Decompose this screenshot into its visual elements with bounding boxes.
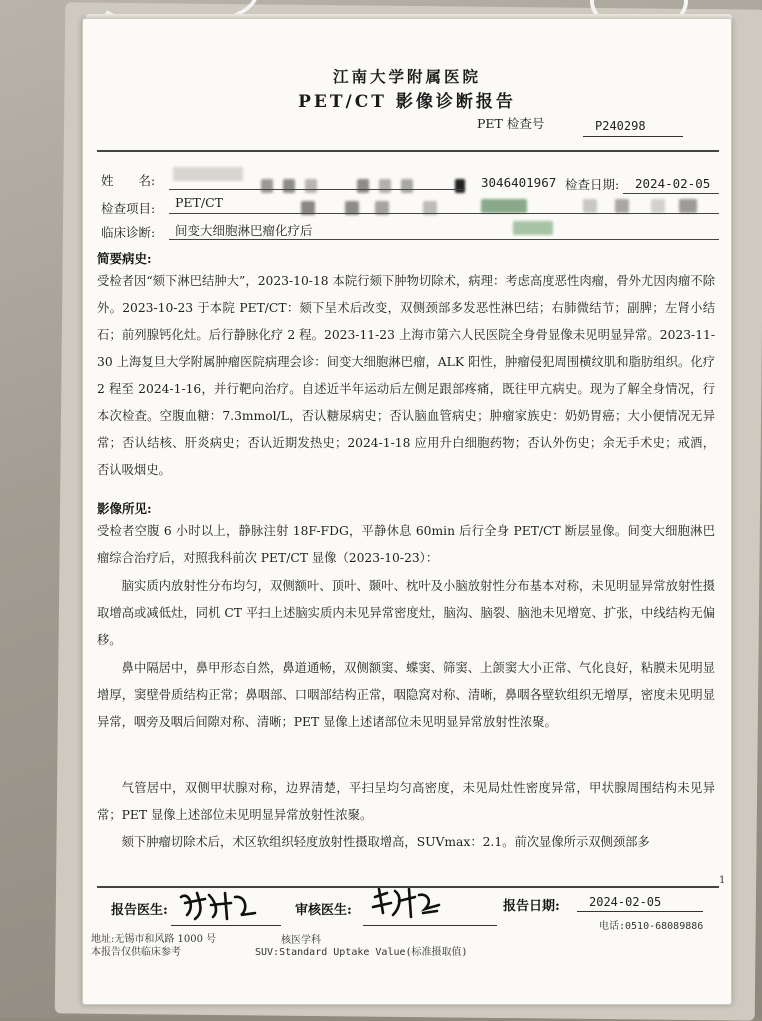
exam-item-underline	[169, 213, 719, 214]
reviewer-label: 审核医生:	[295, 903, 352, 918]
suv-note: SUV:Standard Uptake Value(标准摄取值)	[255, 947, 468, 958]
hospital-name: 江南大学附属医院	[332, 67, 481, 86]
reviewer-signature	[369, 883, 449, 923]
redacted-name	[173, 167, 243, 181]
findings-intro: 受检者空腹 6 小时以上，静脉注射 18F-FDG，平静休息 60min 后行全身 PET/CT 断层显像。间变大细胞淋巴瘤综合治疗后，对照我科前次 PET/CT 显像（2023-10-23）：	[97, 524, 715, 565]
redacted-block	[379, 179, 391, 193]
name-underline	[169, 189, 463, 190]
pet-number-label: PET 检查号	[477, 116, 545, 131]
report-date: 2024-02-05	[589, 895, 662, 909]
disclaimer: 本报告仅供临床参考	[91, 947, 181, 958]
department: 核医学科	[281, 935, 321, 946]
redacted-block	[401, 179, 413, 193]
report-date-underline	[577, 911, 703, 912]
clinical-diagnosis: 间变大细胞淋巴瘤化疗后	[175, 223, 313, 238]
pet-number-underline	[583, 136, 683, 137]
diagnosis-label: 临床诊断:	[101, 225, 156, 240]
redacted-block	[615, 199, 629, 213]
history-title: 简要病史:	[97, 251, 152, 266]
header-divider	[97, 150, 719, 152]
exam-date: 2024-02-05	[635, 176, 711, 191]
findings-title: 影像所见:	[97, 501, 152, 516]
redacted-block	[583, 199, 597, 213]
exam-date-label: 检查日期:	[565, 177, 620, 192]
findings-neck: 颏下肿瘤切除术后，术区软组织轻度放射性摄取增高，SUVmax：2.1。前次显像所示双侧颈部多	[121, 835, 650, 849]
history-text: 受检者因“颏下淋巴结肿大”，2023-10-18 本院行颏下肿物切除术，病理：考虑高度恶性肉瘤，骨外尤因肉瘤不除外。2023-10-23 于本院 PET/CT：颏下呈术后改变，双侧颈部多发恶性淋巴结；右肺微结节；副脾；左肾小结石；前列腺钙化灶。后行静脉化疗 2 程。2023-11-23 上海市第六人民医院全身骨显像未见明显异常。2023-11-30 上海复旦大学附属肿瘤医院病理会诊：间变大细胞淋巴瘤，ALK 阳性，肿瘤侵犯周围横纹肌和脂肪组织。化疗 2 程至 2024-1-16，并行靶向治疗。自述近半年运动后左侧足跟部疼痛，既往甲亢病史。现为了解全身情况，行本次检查。空腹血糖：7.3mmol/L，否认糖尿病史；否认脑血管病史；肿瘤家族史：奶奶胃癌；大小便情况无异常；否认结核、肝炎病史；否认近期发热史；2024-1-18 应用升白细胞药物；否认外伤史；余无手术史；戒酒，否认吸烟史。	[97, 274, 715, 477]
patient-id: 3046401967	[481, 175, 557, 190]
report-date-label: 报告日期:	[503, 899, 560, 914]
redacted-block	[357, 179, 369, 193]
redacted-block	[679, 199, 697, 213]
redacted-block	[651, 199, 665, 213]
reviewer-underline	[363, 925, 497, 926]
redacted-block	[283, 179, 295, 193]
reporter-signature	[175, 885, 265, 923]
pet-number: P240298	[595, 119, 646, 133]
redacted-block	[455, 179, 465, 193]
diagnosis-underline	[169, 239, 719, 240]
hospital-address: 地址:无锡市和风路 1000 号	[91, 934, 217, 945]
name-label: 姓 名:	[101, 173, 156, 188]
redacted-block	[513, 221, 553, 235]
redacted-block	[305, 179, 317, 193]
exam-item: PET/CT	[175, 195, 223, 210]
findings-thyroid: 气管居中，双侧甲状腺对称，边界清楚，平扫呈均匀高密度，未见局灶性密度异常，甲状腺周围结构未见异常；PET 显像上述部位未见明显异常放射性浓聚。	[97, 781, 715, 822]
findings-nasopharynx: 鼻中隔居中，鼻甲形态自然，鼻道通畅，双侧额窦、蝶窦、筛窦、上颌窦大小正常、气化良好，粘膜未见明显增厚，窦壁骨质结构正常；鼻咽部、口咽部结构正常，咽隐窝对称、清晰，鼻咽各壁软组织无增厚，密度未见明显异常，咽旁及咽后间隙对称、清晰；PET 显像上述诸部位未见明显异常放射性浓聚。	[97, 661, 715, 729]
reporter-label: 报告医生:	[111, 903, 168, 918]
redacted-block	[481, 199, 527, 213]
findings-brain: 脑实质内放射性分布均匀，双侧额叶、顶叶、颞叶、枕叶及小脑放射性分布基本对称，未见明显异常放射性摄取增高或减低灶，同机 CT 平扫上述脑实质内未见异常密度灶，脑沟、脑裂、脑池未见增宽、扩张，中线结构无偏移。	[97, 579, 715, 647]
report-title: PET/CT 影像诊断报告	[298, 92, 516, 112]
exam-item-label: 检查项目:	[101, 201, 156, 216]
hospital-phone: 电话:0510-68089886	[599, 921, 704, 932]
date-underline	[623, 193, 719, 194]
page-number: 1	[719, 875, 726, 886]
redacted-block	[261, 179, 273, 193]
report-page	[82, 18, 732, 1005]
reporter-underline	[171, 925, 281, 926]
